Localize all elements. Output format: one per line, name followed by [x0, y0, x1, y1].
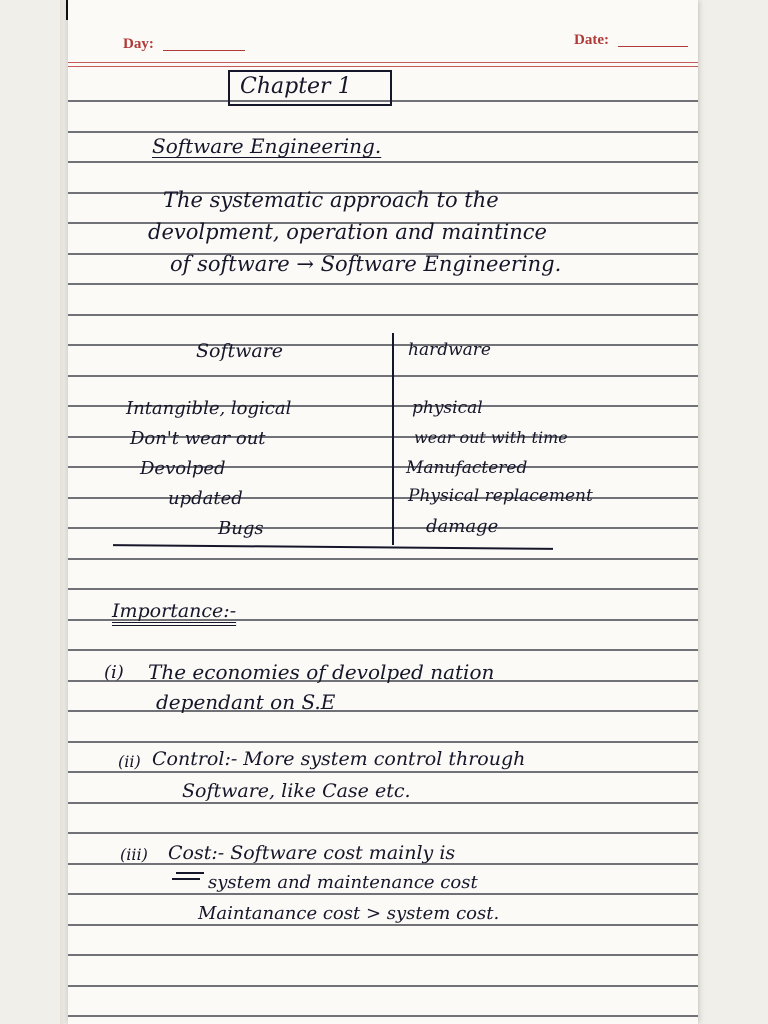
ruled-line — [68, 131, 698, 133]
hardware-item: Physical replacement — [408, 486, 593, 506]
point-3-line-2: system and maintenance cost — [208, 872, 478, 893]
ruled-line — [68, 497, 698, 499]
importance-heading: Importance:- — [112, 600, 237, 622]
margin-line-red — [68, 66, 698, 67]
ruled-line — [68, 161, 698, 163]
hardware-item: wear out with time — [414, 428, 568, 447]
point-2-line-2: Software, like Case etc. — [182, 780, 411, 802]
hardware-item: Manufactered — [406, 458, 528, 478]
point-marker: (i) — [104, 662, 124, 683]
margin-line-red — [68, 62, 698, 63]
day-blank — [163, 50, 245, 51]
point-3-line-3: Maintanance cost > system cost. — [198, 903, 500, 924]
ruled-line — [68, 588, 698, 590]
software-item: Don't wear out — [130, 428, 266, 449]
software-item: Devolped — [140, 458, 226, 479]
table-header-hardware: hardware — [408, 340, 491, 360]
point-1-line-1: The economies of devolped nation — [148, 660, 495, 684]
definition-line-3: of software → Software Engineering. — [170, 252, 562, 276]
ruled-line — [68, 771, 698, 773]
ruled-line — [68, 924, 698, 926]
point-3-line-1: Cost:- Software cost mainly is — [168, 842, 456, 864]
point-2-line-1: Control:- More system control through — [152, 748, 526, 770]
point-1-line-2: dependant on S.E — [156, 690, 336, 714]
ruled-line — [68, 1015, 698, 1017]
ruled-line — [68, 893, 698, 895]
ruled-line — [68, 314, 698, 316]
definition-line-2: devolpment, operation and maintince — [148, 220, 547, 244]
notebook-page — [68, 0, 698, 1024]
emphasis-dash — [176, 872, 204, 874]
table-header-software: Software — [196, 340, 284, 362]
ruled-line — [68, 558, 698, 560]
ruled-line — [68, 802, 698, 804]
definition-line-1: The systematic approach to the — [163, 188, 499, 212]
date-label: Date: — [574, 32, 609, 48]
point-marker: (iii) — [120, 845, 148, 864]
hardware-item: physical — [412, 398, 483, 418]
software-item: Bugs — [218, 518, 264, 539]
software-item: updated — [168, 488, 243, 509]
ruled-line — [68, 741, 698, 743]
chapter-title: Chapter 1 — [240, 74, 352, 99]
definition-heading: Software Engineering. — [152, 134, 382, 158]
day-label: Day: — [123, 36, 154, 52]
ruled-line — [68, 832, 698, 834]
ruled-line — [68, 985, 698, 987]
emphasis-dash — [172, 878, 200, 880]
hardware-item: damage — [426, 516, 499, 537]
ruled-line — [68, 283, 698, 285]
ruled-line — [68, 344, 698, 346]
software-item: Intangible, logical — [126, 398, 292, 419]
date-blank — [618, 46, 688, 47]
point-marker: (ii) — [118, 752, 141, 771]
ruled-line — [68, 375, 698, 377]
table-divider — [392, 333, 394, 545]
table-bottom-line — [113, 544, 553, 550]
ruled-line — [68, 954, 698, 956]
ruled-line — [68, 527, 698, 529]
ruled-line — [68, 649, 698, 651]
